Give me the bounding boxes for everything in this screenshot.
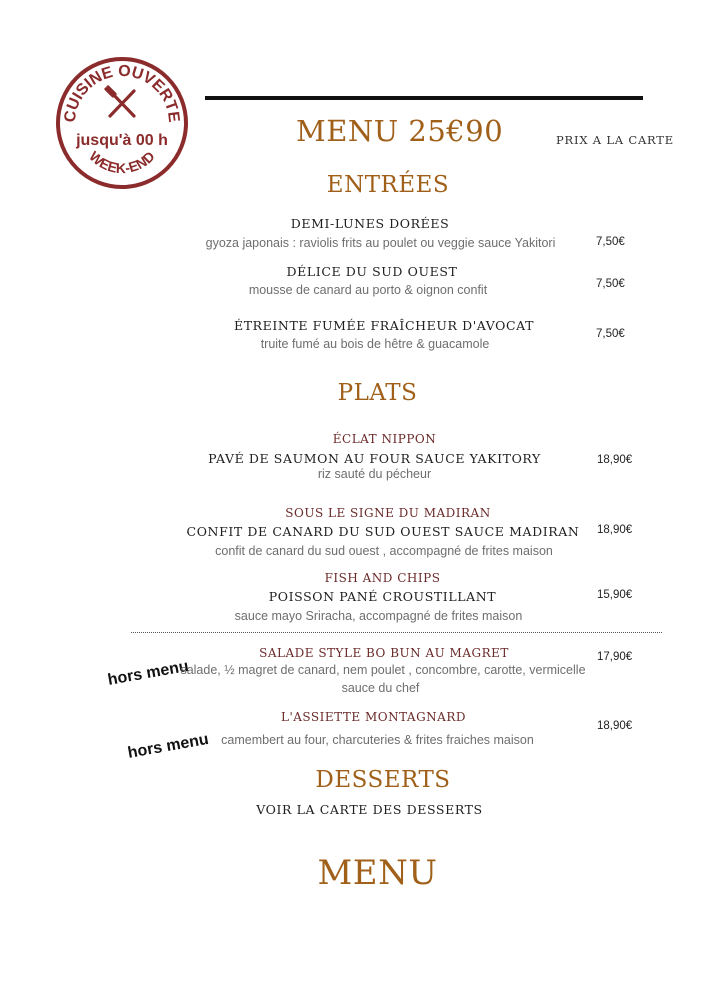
desserts-note: VOIR LA CARTE DES DESSERTS <box>256 802 483 817</box>
plat-2-price: 18,90€ <box>597 524 633 536</box>
plat-2-description: confit de canard du sud ouest , accompagné de frites maison <box>215 544 553 558</box>
entree-3-price: 7,50€ <box>596 328 625 340</box>
entree-2-name: DÉLICE DU SUD OUEST <box>286 264 458 279</box>
plat-3-name: POISSON PANÉ CROUSTILLANT <box>268 589 497 604</box>
logo-bottom-text: WEEK-END <box>86 147 158 177</box>
plat-3-description: sauce mayo Sriracha, accompagné de frites maison <box>234 609 523 623</box>
plat-1-name: PAVÉ DE SAUMON AU FOUR SAUCE YAKITORY <box>208 451 541 466</box>
top-rule <box>205 96 643 100</box>
hors-menu-tag-2: hors menu <box>126 730 210 762</box>
plat-1-subtitle: ÉCLAT NIPPON <box>332 432 437 446</box>
entree-2-price: 7,50€ <box>596 278 625 290</box>
hors-1-price: 17,90€ <box>597 651 633 663</box>
hors-menu-tag-1: hors menu <box>106 657 190 689</box>
entree-2-description: mousse de canard au porto & oignon confit <box>248 283 488 297</box>
section-title-plats: PLATS <box>337 380 418 406</box>
entree-1-price: 7,50€ <box>596 236 625 248</box>
hors-1-description-line1: salade, ½ magret de canard, nem poulet , concombre, carotte, vermicelle <box>180 663 586 677</box>
hors-1-subtitle: SALADE STYLE BO BUN AU MAGRET <box>259 646 509 660</box>
logo-top-text: CUISINE OUVERTE <box>61 62 183 124</box>
hors-2-subtitle: L'ASSIETTE MONTAGNARD <box>280 710 466 724</box>
logo-stamp <box>55 56 189 190</box>
dotted-divider <box>131 632 662 633</box>
plat-2-name: CONFIT DE CANARD DU SUD OUEST SAUCE MADIRAN <box>186 524 580 539</box>
plat-1-description: riz sauté du pécheur <box>317 467 432 481</box>
logo-seal <box>55 56 189 190</box>
plat-3-subtitle: FISH AND CHIPS <box>324 571 441 585</box>
plat-1-price: 18,90€ <box>597 454 633 466</box>
entree-3-name: ÉTREINTE FUMÉE FRAÎCHEUR D'AVOCAT <box>233 318 535 333</box>
entree-1-name: DEMI-LUNES DORÉES <box>290 216 450 231</box>
section-title-entrees: ENTRÉES <box>326 172 450 198</box>
logo-middle-text: jusqu'à 00 h <box>76 132 168 149</box>
plat-3-price: 15,90€ <box>597 589 633 601</box>
hors-1-description-line2: sauce du chef <box>341 681 420 695</box>
footer-title: MENU <box>317 853 438 893</box>
prices-label: PRIX A LA CARTE <box>556 133 674 147</box>
fork-knife-icon <box>106 87 134 116</box>
hors-2-description: camembert au four, charcuteries & frites fraiches maison <box>221 733 534 747</box>
entree-3-description: truite fumé au bois de hêtre & guacamole <box>260 337 490 351</box>
entree-1-description: gyoza japonais : raviolis frits au poulet ou veggie sauce Yakitori <box>205 236 556 250</box>
plat-2-subtitle: SOUS LE SIGNE DU MADIRAN <box>285 506 491 520</box>
hors-2-price: 18,90€ <box>597 720 633 732</box>
svg-text:CUISINE OUVERTE <box>62 63 182 124</box>
menu-title: MENU 25€90 <box>296 114 504 148</box>
section-title-desserts: DESSERTS <box>315 767 451 793</box>
